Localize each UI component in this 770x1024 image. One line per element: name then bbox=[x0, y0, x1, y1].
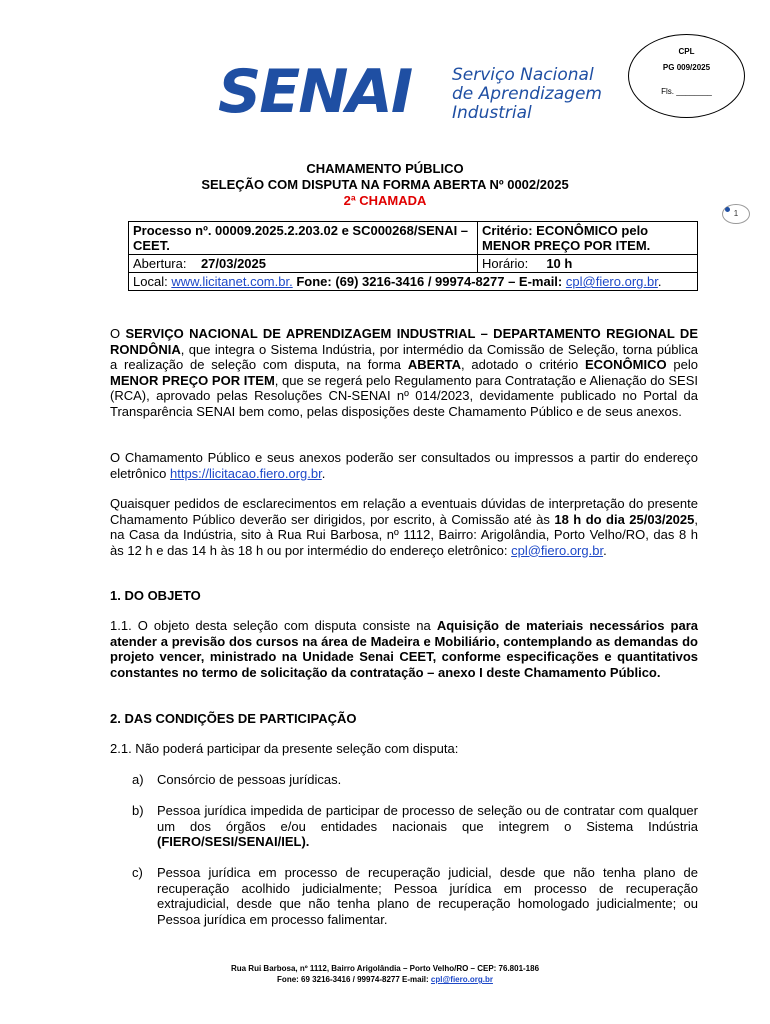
title-line-3: 2ª CHAMADA bbox=[343, 193, 427, 208]
item-b-body: Pessoa jurídica impedida de participar de processo de seleção ou de contratar com qualquer um dos órgãos e/ou entidades nacionais que integrem o Sistema Indústria bbox=[157, 803, 698, 834]
footer-address: Rua Rui Barbosa, nº 1112, Bairro Arigolândia – Porto Velho/RO – CEP: 76.801-186 bbox=[230, 964, 540, 973]
item-c-text: Pessoa jurídica em processo de recuperação judicial, desde que não tenha plano de recuperação acolhido judicialmente; Pessoa jurídica em processo de recuperação extrajudicial, desde que não tenha plano de recuperação homologado judicialmente; ou Pessoa jurídica em processo falimentar. bbox=[157, 865, 698, 927]
p1-economico: ECONÔMICO bbox=[585, 357, 667, 372]
stamp-line-1: CPL bbox=[678, 47, 695, 56]
horario-cell bbox=[478, 255, 698, 273]
p3-text-d: . bbox=[603, 542, 607, 558]
local-cell: Local: www.licitanet.com.br. Fone: (69) 3216-3416 / 99974-8277 – E-mail: cpl@fiero.org.br. bbox=[129, 273, 698, 291]
p3-email-link[interactable]: cpl@fiero.org.br bbox=[511, 542, 604, 558]
abertura-value: 27/03/2025 bbox=[200, 256, 267, 271]
p2-text-a: O Chamamento Público e seus anexos poderão ser consultados ou impressos a partir do endereço eletrônico bbox=[110, 450, 698, 481]
p1-aberta: ABERTA bbox=[407, 357, 462, 372]
processo-cell: Processo nº. 00009.2025.2.203.02 e SC000268/SENAI – CEET. bbox=[129, 222, 478, 255]
fone-text: Fone: (69) 3216-3416 / 99974-8277 – E-mail: bbox=[296, 274, 563, 289]
logo-sub-line-2: de Aprendizagem bbox=[452, 84, 602, 104]
cpl-stamp bbox=[628, 34, 745, 118]
p2-text-b: . bbox=[321, 465, 326, 481]
p1-text-e: , adotado o critério bbox=[461, 357, 585, 372]
item-a-letter: a) bbox=[132, 772, 144, 787]
senai-logo-subtitle bbox=[452, 66, 602, 123]
page-number: 1 bbox=[733, 209, 739, 218]
p1-text-a: O bbox=[110, 326, 126, 341]
footer-phone: Fone: 69 3216-3416 / 99974-8277 E-mail: bbox=[277, 975, 431, 984]
local-label: Local: bbox=[133, 274, 168, 289]
title-line-1: CHAMAMENTO PÚBLICO bbox=[306, 161, 464, 176]
section-2-paragraph: 2.1. Não poderá participar da presente seleção com disputa: bbox=[110, 741, 459, 756]
abertura-cell bbox=[129, 255, 478, 273]
item-c-letter: c) bbox=[132, 865, 143, 880]
email-link[interactable]: cpl@fiero.org.br bbox=[565, 274, 658, 289]
section-2-title: 2. DAS CONDIÇÕES DE PARTICIPAÇÃO bbox=[110, 711, 357, 726]
item-b-bold: (FIERO/SESI/SENAI/IEL). bbox=[157, 834, 310, 849]
logo-sub-line-1: Serviço Nacional bbox=[452, 65, 594, 85]
stamp-line-3: Fls. ________ bbox=[661, 87, 712, 96]
p1-org-name: SERVIÇO NACIONAL DE APRENDIZAGEM INDUSTRIAL – DEPARTAMENTO REGIONAL DE RONDÔNIA bbox=[110, 326, 698, 357]
intro-paragraph-3 bbox=[110, 496, 698, 558]
s1-text-a: 1.1. O objeto desta seleção com disputa consiste na bbox=[110, 618, 437, 633]
p3-text-a: Quaisquer pedidos de esclarecimentos em relação a eventuais dúvidas de interpretação do presente Chamamento Público deverão ser dirigidos, por escrito, à Comissão até às bbox=[110, 496, 698, 527]
p1-text-i: , que se regerá pelo Regulamento para Contratação e Alienação do SESI (RCA), aprovado pelas Resoluções CN-SENAI nº 014/2023, devidamente publicado no Portal da Transparência SENAI bem como, pelas disposições deste Chamamento Público e de seus anexos. bbox=[110, 372, 698, 419]
intro-paragraph-2 bbox=[110, 450, 698, 481]
intro-paragraph-1 bbox=[110, 326, 698, 419]
horario-label: Horário: bbox=[482, 256, 529, 271]
abertura-label: Abertura: bbox=[133, 256, 187, 271]
p1-text-g: pelo bbox=[666, 357, 698, 372]
p1-menor-preco: MENOR PREÇO POR ITEM bbox=[110, 372, 275, 388]
licitanet-link[interactable]: www.licitanet.com.br. bbox=[171, 274, 293, 289]
process-info-table bbox=[128, 221, 698, 291]
footer-contact bbox=[0, 974, 770, 985]
criterio-cell: Critério: ECONÔMICO pelo MENOR PREÇO POR ITEM. bbox=[478, 222, 698, 255]
logo-sub-line-3: Industrial bbox=[452, 103, 532, 123]
item-b-text bbox=[157, 803, 698, 850]
item-b-letter: b) bbox=[132, 803, 144, 818]
p3-text-c: , na Casa da Indústria, sito à Rua Rui Barbosa, nº 1112, Bairro: Arigolândia, Porto Velho/RO, das 8 h às 12 h e das 14 h às 18 h ou por intermédio do endereço eletrônico: bbox=[110, 511, 698, 558]
section-1-paragraph bbox=[110, 618, 698, 680]
licitacao-link[interactable]: https://licitacao.fiero.org.br bbox=[169, 465, 322, 481]
section-1-title: 1. DO OBJETO bbox=[110, 588, 201, 603]
horario-value: 10 h bbox=[546, 256, 573, 271]
footer-email-link[interactable]: cpl@fiero.org.br bbox=[430, 975, 493, 984]
item-a-text: Consórcio de pessoas jurídicas. bbox=[157, 772, 342, 787]
p3-deadline: 18 h do dia 25/03/2025 bbox=[554, 511, 695, 527]
stamp-line-2: PG 009/2025 bbox=[662, 63, 711, 72]
p1-text-c: , que integra o Sistema Indústria, por intermédio da Comissão de Seleção, torna pública a realização de seleção com disputa, na forma bbox=[110, 341, 698, 372]
title-line-2: SELEÇÃO COM DISPUTA NA FORMA ABERTA Nº 0002/2025 bbox=[201, 177, 569, 192]
s1-object: Aquisição de materiais necessários para atender a previsão dos cursos na área de Madeira e Mobiliário, contemplando as demandas do projeto vencer, ministrado na Unidade Senai CEET, conforme especificações e quantitativos constantes no termo de solicitação da contratação – anexo I deste Chamamento Público. bbox=[110, 618, 698, 680]
senai-logo: SENAI bbox=[218, 57, 412, 127]
